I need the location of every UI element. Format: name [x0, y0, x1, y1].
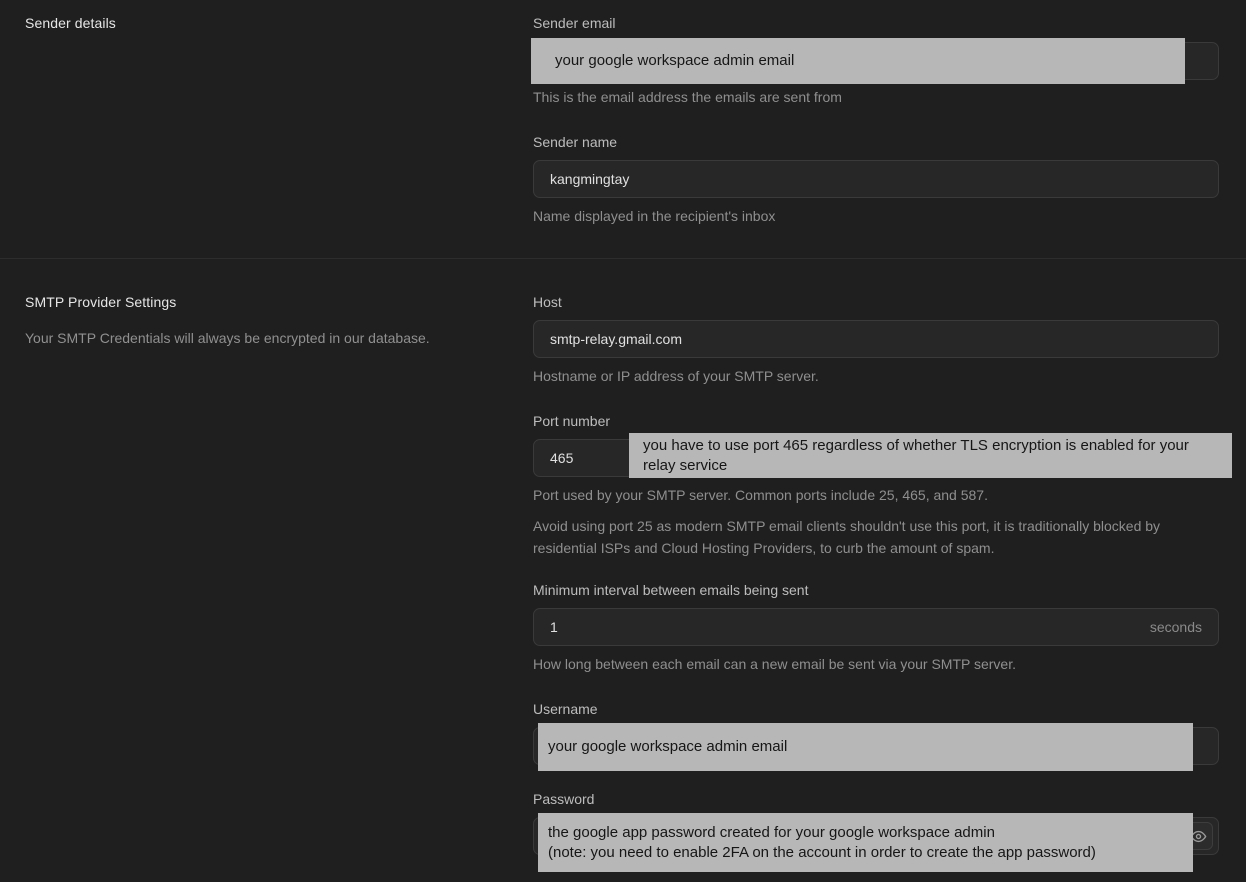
password-annotation-line2: (note: you need to enable 2FA on the account in order to create the app password) [548, 843, 1096, 861]
host-helper: Hostname or IP address of your SMTP server. [533, 368, 819, 384]
sender-name-helper: Name displayed in the recipient's inbox [533, 208, 776, 224]
port-25-note: Avoid using port 25 as modern SMTP email clients shouldn't use this port, it is traditionally blocked by residential ISPs and Cloud Hosting Providers, to curb the amount of spam. [533, 518, 1161, 556]
sender-email-label: Sender email [533, 15, 616, 31]
port-annotation-overlay [629, 433, 1232, 478]
host-label: Host [533, 294, 562, 310]
password-annotation-overlay [538, 813, 1193, 872]
section-divider [0, 258, 1246, 259]
minimum-interval-value: 1 [550, 619, 558, 635]
password-label: Password [533, 791, 595, 807]
minimum-interval-label: Minimum interval between emails being sent [533, 582, 809, 598]
port-number-value: 465 [550, 450, 574, 466]
smtp-provider-section-title: SMTP Provider Settings [25, 294, 177, 310]
host-input[interactable] [533, 320, 1219, 358]
port-number-label: Port number [533, 413, 611, 429]
sender-email-helper: This is the email address the emails are sent from [533, 89, 842, 105]
minimum-interval-unit: seconds [1149, 619, 1202, 635]
username-annotation-text: your google workspace admin email [548, 738, 788, 756]
smtp-provider-section-subtitle: Your SMTP Credentials will always be encrypted in our database. [25, 330, 430, 346]
minimum-interval-helper: How long between each email can a new email be sent via your SMTP server. [533, 656, 1016, 672]
host-value: smtp-relay.gmail.com [550, 331, 682, 347]
username-annotation-overlay [538, 723, 1193, 771]
sender-details-section-title: Sender details [25, 15, 116, 31]
port-annotation-text: you have to use port 465 regardless of whether TLS encryption is enabled for your relay service [643, 437, 1189, 474]
minimum-interval-input[interactable] [533, 608, 1219, 646]
password-annotation-line1: the google app password created for your google workspace admin [548, 824, 995, 841]
sender-email-annotation-text: your google workspace admin email [555, 52, 795, 70]
sender-name-input[interactable] [533, 160, 1219, 198]
sender-email-annotation-overlay [531, 38, 1185, 84]
port-helper: Port used by your SMTP server. Common ports include 25, 465, and 587. [533, 487, 988, 503]
username-label: Username [533, 701, 598, 717]
sender-name-value: kangmingtay [550, 171, 630, 187]
sender-name-label: Sender name [533, 134, 618, 150]
